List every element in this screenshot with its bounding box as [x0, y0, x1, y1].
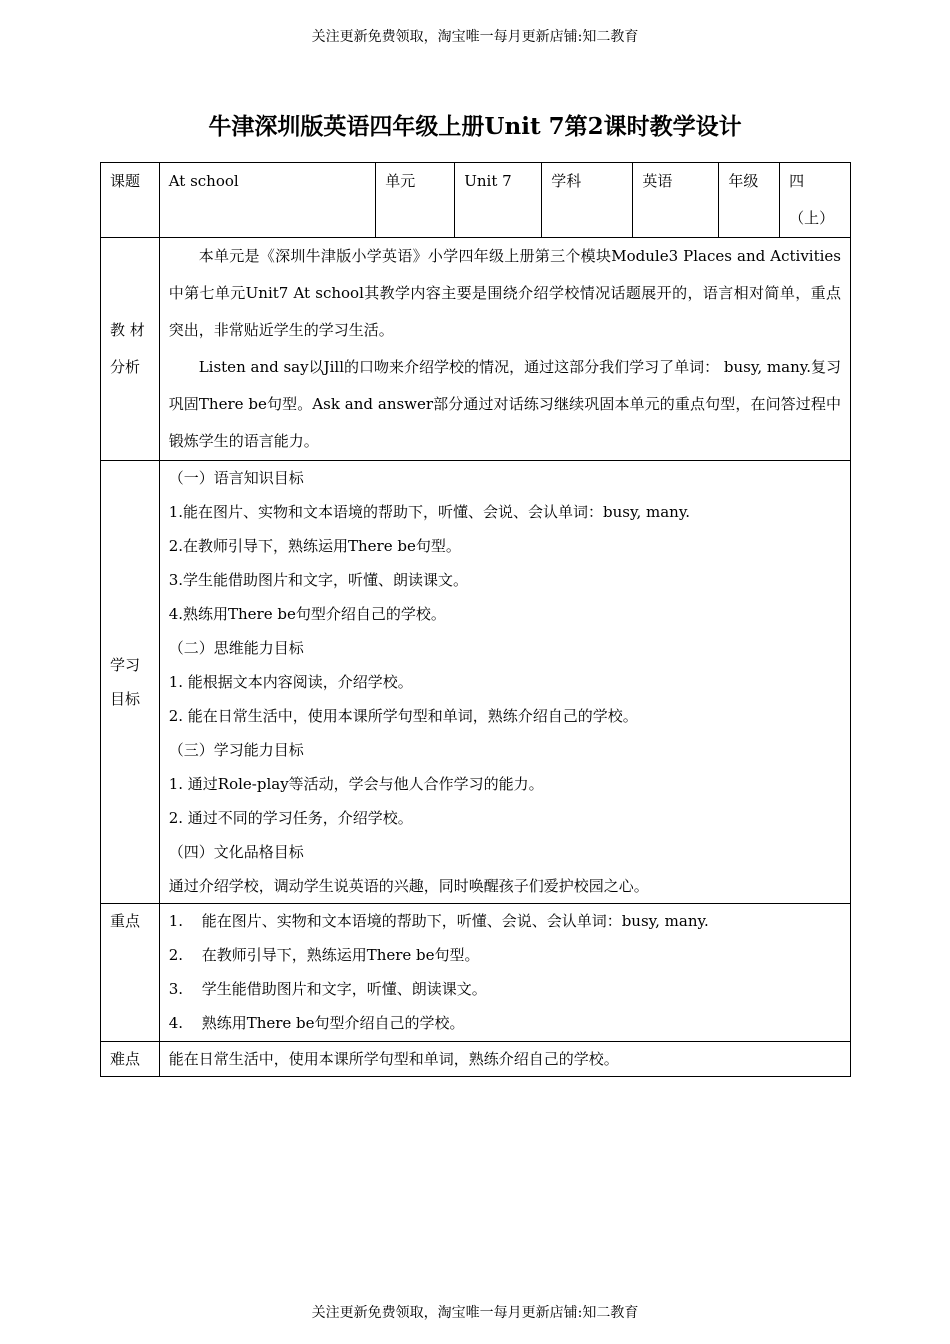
- grade-value-line2: （上）: [789, 209, 835, 227]
- difficult-points-content: 能在日常生活中，使用本课所学句型和单词，熟练介绍自己的学校。: [159, 1042, 850, 1077]
- learning-goals-line: 2. 能在日常生活中，使用本课所学句型和单词，熟练介绍自己的学校。: [168, 707, 638, 725]
- learning-goals-line: 2.在教师引导下，熟练运用There be句型。: [168, 537, 461, 555]
- learning-goals-content: [159, 461, 850, 904]
- key-point-number: 3.: [168, 980, 184, 998]
- key-point-number: 4.: [168, 1014, 184, 1032]
- key-point-item: [169, 1006, 841, 1040]
- learning-goals-line: 通过介绍学校，调动学生说英语的兴趣，同时唤醒孩子们爱护校园之心。: [168, 877, 649, 895]
- material-analysis-paragraph-2: Listen and say以Jill的口吻来介绍学校的情况，通过这部分我们学习了单词： busy, many.复习巩固There be句型。Ask and answer部分通过对话练习继续巩固本单元的重点句型，在问答过程中锻炼学生的语言能力。: [168, 358, 841, 450]
- key-point-text: 熟练用There be句型介绍自己的学校。: [201, 1014, 465, 1032]
- learning-goals-line: （二）思维能力目标: [168, 639, 304, 657]
- difficult-points-label: 难点: [101, 1042, 160, 1077]
- learning-goals-line: （四）文化品格目标: [168, 843, 304, 861]
- learning-goals-line: 1. 通过Role-play等活动，学会与他人合作学习的能力。: [168, 775, 544, 793]
- header-note: 关注更新免费领取，淘宝唯一每月更新店铺:知二教育: [311, 29, 639, 45]
- learning-goals-line: （三）学习能力目标: [168, 741, 304, 759]
- key-point-item: [169, 938, 841, 972]
- learning-goals-line: 2. 通过不同的学习任务，介绍学校。: [168, 809, 413, 827]
- key-points-label: 重点: [101, 904, 160, 1042]
- material-analysis-paragraph-1: 本单元是《深圳牛津版小学英语》小学四年级上册第三个模块Module3 Places and Activities中第七单元Unit7 At school其教学内容主要是围绕介绍学校情况话题展开的，语言相对简单，重点突出，非常贴近学生的学习生活。: [168, 247, 841, 339]
- page-title: 牛津深圳版英语四年级上册Unit 7第2课时教学设计: [208, 113, 742, 140]
- key-point-number: 2.: [168, 946, 184, 964]
- learning-goals-label-line2: 目标: [110, 690, 141, 708]
- learning-goals-line: （一）语言知识目标: [168, 469, 304, 487]
- unit-value: Unit 7: [455, 163, 542, 238]
- info-row: [101, 163, 851, 238]
- key-point-item: [169, 904, 841, 938]
- grade-value: [780, 163, 851, 238]
- learning-goals-line: 3.学生能借助图片和文字，听懂、朗读课文。: [168, 571, 469, 589]
- material-analysis-label: [101, 238, 160, 461]
- key-point-text: 学生能借助图片和文字，听懂、朗读课文。: [201, 980, 487, 998]
- unit-label: 单元: [376, 163, 455, 238]
- key-point-number: 1.: [168, 912, 184, 930]
- topic-value: At school: [159, 163, 376, 238]
- learning-goals-line: 1. 能根据文本内容阅读，介绍学校。: [168, 673, 413, 691]
- difficult-points-row: [101, 1042, 851, 1077]
- grade-value-line1: 四: [789, 172, 805, 190]
- topic-label: 课题: [101, 163, 160, 238]
- learning-goals-label: [101, 461, 160, 904]
- footer-note: 关注更新免费领取，淘宝唯一每月更新店铺:知二教育: [311, 1305, 639, 1321]
- subject-label: 学科: [542, 163, 633, 238]
- material-analysis-row: [101, 238, 851, 461]
- learning-goals-label-line1: 学习: [110, 656, 141, 674]
- learning-goals-row: [101, 461, 851, 904]
- grade-label: 年级: [719, 163, 780, 238]
- material-analysis-content: [159, 238, 850, 461]
- learning-goals-line: 4.熟练用There be句型介绍自己的学校。: [168, 605, 446, 623]
- material-analysis-label-line1: 教 材: [110, 321, 145, 339]
- key-point-item: [169, 972, 841, 1006]
- subject-value: 英语: [633, 163, 719, 238]
- key-point-text: 能在图片、实物和文本语境的帮助下，听懂、会说、会认单词：busy, many.: [201, 912, 709, 930]
- key-point-text: 在教师引导下，熟练运用There be句型。: [201, 946, 480, 964]
- key-points-row: [101, 904, 851, 1042]
- learning-goals-line: 1.能在图片、实物和文本语境的帮助下，听懂、会说、会认单词：busy, many.: [168, 503, 691, 521]
- key-points-content: [159, 904, 850, 1042]
- lesson-plan-table: [100, 162, 851, 1077]
- material-analysis-label-line2: 分析: [110, 358, 141, 376]
